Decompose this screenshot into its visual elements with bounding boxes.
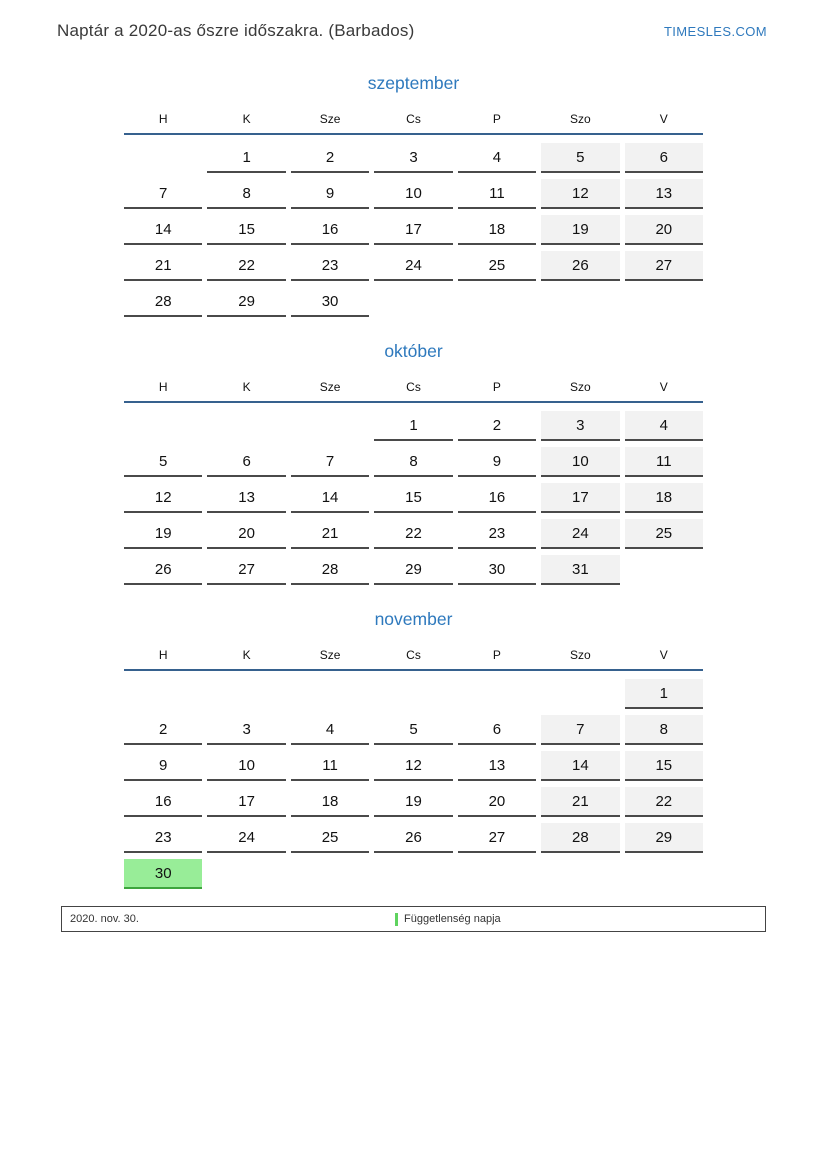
day-cell-november-18: 18	[291, 787, 369, 817]
day-cell-szeptember-15: 15	[207, 215, 285, 245]
empty-cell	[541, 679, 619, 709]
day-cell-november-25: 25	[291, 823, 369, 853]
day-cell-november-23: 23	[124, 823, 202, 853]
day-cell-oktober-12: 12	[124, 483, 202, 513]
month-title-november: november	[374, 609, 453, 629]
day-cell-oktober-19: 19	[124, 519, 202, 549]
day-cell-november-6: 6	[458, 715, 536, 745]
empty-cell	[374, 287, 452, 317]
day-cell-oktober-20: 20	[207, 519, 285, 549]
day-cell-november-21: 21	[541, 787, 619, 817]
month-szeptember	[124, 73, 703, 317]
weekday-label-p: P	[492, 380, 501, 394]
day-cell-oktober-23: 23	[458, 519, 536, 549]
weekday-label-sze: Sze	[319, 112, 341, 126]
day-cell-november-8: 8	[625, 715, 703, 745]
legend-date: 2020. nov. 30.	[70, 913, 139, 925]
day-cell-szeptember-12: 12	[541, 179, 619, 209]
day-cell-november-20: 20	[458, 787, 536, 817]
weekday-label-cs: Cs	[406, 380, 421, 394]
weekday-label-k: K	[242, 648, 251, 662]
empty-cell	[374, 679, 452, 709]
month-november	[124, 609, 703, 889]
brand-link[interactable]: TIMESLES.COM	[663, 24, 767, 39]
empty-cell	[207, 859, 285, 889]
day-cell-oktober-11: 11	[625, 447, 703, 477]
day-cell-oktober-1: 1	[374, 411, 452, 441]
day-cell-szeptember-20: 20	[625, 215, 703, 245]
day-cell-november-7: 7	[541, 715, 619, 745]
day-cell-oktober-13: 13	[207, 483, 285, 513]
day-cell-november-10: 10	[207, 751, 285, 781]
day-cell-szeptember-24: 24	[374, 251, 452, 281]
weekday-label-cs: Cs	[406, 112, 421, 126]
month-title-szeptember: szeptember	[367, 73, 460, 93]
day-cell-november-22: 22	[625, 787, 703, 817]
day-cell-oktober-28: 28	[291, 555, 369, 585]
day-cell-november-27: 27	[458, 823, 536, 853]
day-cell-szeptember-2: 2	[291, 143, 369, 173]
empty-cell	[291, 679, 369, 709]
legend-box	[61, 906, 766, 932]
page-header	[0, 0, 827, 43]
day-cell-szeptember-11: 11	[458, 179, 536, 209]
day-cell-oktober-30: 30	[458, 555, 536, 585]
day-cell-oktober-27: 27	[207, 555, 285, 585]
empty-cell	[374, 859, 452, 889]
day-cell-szeptember-5: 5	[541, 143, 619, 173]
day-cell-november-26: 26	[374, 823, 452, 853]
day-cell-november-9: 9	[124, 751, 202, 781]
day-cell-november-5: 5	[374, 715, 452, 745]
calendar	[124, 73, 703, 889]
day-cell-szeptember-8: 8	[207, 179, 285, 209]
day-cell-oktober-7: 7	[291, 447, 369, 477]
day-cell-szeptember-22: 22	[207, 251, 285, 281]
weekday-label-v: V	[659, 648, 668, 662]
day-cell-szeptember-3: 3	[374, 143, 452, 173]
weekday-label-k: K	[242, 380, 251, 394]
day-cell-szeptember-4: 4	[458, 143, 536, 173]
page-title: Naptár a 2020-as őszre időszakra. (Barbados)	[57, 21, 415, 40]
weekday-label-p: P	[492, 112, 501, 126]
months-container	[124, 73, 703, 889]
day-cell-szeptember-23: 23	[291, 251, 369, 281]
month-grid-oktober	[124, 411, 703, 585]
empty-cell	[124, 143, 202, 173]
weekday-label-h: H	[158, 648, 168, 662]
day-cell-oktober-16: 16	[458, 483, 536, 513]
day-cell-szeptember-29: 29	[207, 287, 285, 317]
weekday-label-h: H	[158, 112, 168, 126]
weekday-label-szo: Szo	[570, 112, 591, 126]
day-cell-oktober-4: 4	[625, 411, 703, 441]
day-cell-oktober-14: 14	[291, 483, 369, 513]
empty-cell	[291, 411, 369, 441]
empty-cell	[458, 679, 536, 709]
day-cell-szeptember-10: 10	[374, 179, 452, 209]
month-grid-november	[124, 679, 703, 889]
weekday-label-h: H	[158, 380, 168, 394]
day-cell-oktober-24: 24	[541, 519, 619, 549]
day-cell-november-17: 17	[207, 787, 285, 817]
day-cell-oktober-31: 31	[541, 555, 619, 585]
day-cell-szeptember-7: 7	[124, 179, 202, 209]
empty-cell	[207, 679, 285, 709]
day-cell-november-11: 11	[291, 751, 369, 781]
day-cell-november-14: 14	[541, 751, 619, 781]
day-cell-november-29: 29	[625, 823, 703, 853]
day-cell-szeptember-27: 27	[625, 251, 703, 281]
day-cell-oktober-29: 29	[374, 555, 452, 585]
day-cell-szeptember-13: 13	[625, 179, 703, 209]
weekday-label-sze: Sze	[319, 648, 341, 662]
empty-cell	[124, 679, 202, 709]
day-cell-szeptember-14: 14	[124, 215, 202, 245]
day-cell-oktober-10: 10	[541, 447, 619, 477]
month-grid-szeptember	[124, 143, 703, 317]
day-cell-oktober-26: 26	[124, 555, 202, 585]
empty-cell	[458, 859, 536, 889]
day-cell-szeptember-17: 17	[374, 215, 452, 245]
day-cell-november-16: 16	[124, 787, 202, 817]
day-cell-oktober-6: 6	[207, 447, 285, 477]
legend-label: Függetlenség napja	[404, 913, 501, 925]
weekday-label-szo: Szo	[570, 380, 591, 394]
day-cell-november-24: 24	[207, 823, 285, 853]
day-cell-szeptember-6: 6	[625, 143, 703, 173]
weekday-label-v: V	[659, 380, 668, 394]
day-cell-oktober-22: 22	[374, 519, 452, 549]
day-cell-szeptember-16: 16	[291, 215, 369, 245]
day-cell-oktober-8: 8	[374, 447, 452, 477]
day-cell-oktober-3: 3	[541, 411, 619, 441]
day-cell-szeptember-21: 21	[124, 251, 202, 281]
empty-cell	[291, 859, 369, 889]
empty-cell	[207, 411, 285, 441]
empty-cell	[625, 287, 703, 317]
day-cell-oktober-17: 17	[541, 483, 619, 513]
day-cell-szeptember-19: 19	[541, 215, 619, 245]
day-cell-november-15: 15	[625, 751, 703, 781]
weekday-header-november	[124, 629, 703, 671]
weekday-header-oktober	[124, 361, 703, 403]
day-cell-oktober-2: 2	[458, 411, 536, 441]
day-cell-szeptember-9: 9	[291, 179, 369, 209]
empty-cell	[124, 411, 202, 441]
empty-cell	[541, 287, 619, 317]
empty-cell	[541, 859, 619, 889]
weekday-label-sze: Sze	[319, 380, 341, 394]
day-cell-oktober-9: 9	[458, 447, 536, 477]
weekday-label-p: P	[492, 648, 501, 662]
day-cell-szeptember-18: 18	[458, 215, 536, 245]
month-title-oktober: október	[384, 341, 443, 361]
day-cell-szeptember-26: 26	[541, 251, 619, 281]
day-cell-november-4: 4	[291, 715, 369, 745]
weekday-label-szo: Szo	[570, 648, 591, 662]
day-cell-szeptember-28: 28	[124, 287, 202, 317]
weekday-label-v: V	[659, 112, 668, 126]
weekday-label-k: K	[242, 112, 251, 126]
day-cell-oktober-21: 21	[291, 519, 369, 549]
day-cell-november-19: 19	[374, 787, 452, 817]
day-cell-oktober-15: 15	[374, 483, 452, 513]
day-cell-szeptember-1: 1	[207, 143, 285, 173]
day-cell-november-12: 12	[374, 751, 452, 781]
day-cell-szeptember-30: 30	[291, 287, 369, 317]
day-cell-szeptember-25: 25	[458, 251, 536, 281]
day-cell-november-2: 2	[124, 715, 202, 745]
day-cell-oktober-18: 18	[625, 483, 703, 513]
empty-cell	[625, 859, 703, 889]
day-cell-november-13: 13	[458, 751, 536, 781]
day-cell-november-1: 1	[625, 679, 703, 709]
day-cell-oktober-5: 5	[124, 447, 202, 477]
day-cell-november-30: 30	[124, 859, 202, 889]
day-cell-oktober-25: 25	[625, 519, 703, 549]
holiday-marker-icon	[395, 913, 398, 926]
empty-cell	[458, 287, 536, 317]
legend-item	[395, 907, 501, 931]
day-cell-november-28: 28	[541, 823, 619, 853]
weekday-label-cs: Cs	[406, 648, 421, 662]
day-cell-november-3: 3	[207, 715, 285, 745]
empty-cell	[625, 555, 703, 585]
month-oktober	[124, 341, 703, 585]
weekday-header-szeptember	[124, 93, 703, 135]
